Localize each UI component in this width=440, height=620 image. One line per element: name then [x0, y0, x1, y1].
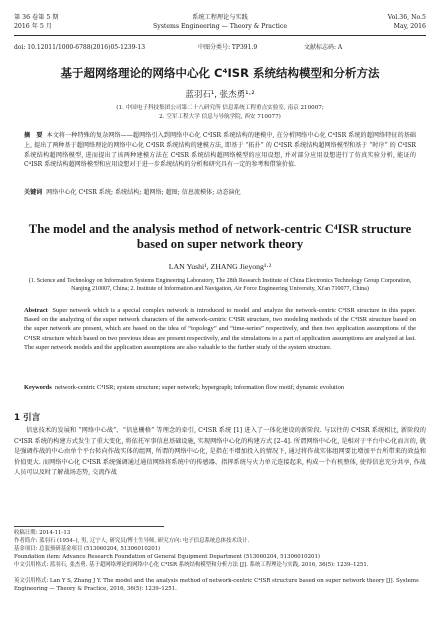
- footnote-received: 收稿日期: 2014-11-13: [14, 530, 71, 536]
- keywords-zh-label: 关键词: [24, 189, 43, 196]
- footnote-cite-zh: 中文引用格式: 蓝羽石, 张杰勇. 基于超网络理论的网络中心化 C⁴ISR 系统结构模型和分析方法 [J]. 系统工程理论与实践, 2016, 36(5): 1239–1251.: [14, 562, 369, 568]
- authors-zh: 蓝羽石¹, 张杰勇¹·²: [185, 90, 255, 100]
- affiliations-en: (1. Science and Technology on Information Systems Engineering Laboratory, The 28th Research Institute of China Electronics Technology Group Corporation, Nanjing 210007, China; 2. Institute of Information and Navigation, Air Force Engineering University, Xi'an 710077, China): [28, 278, 412, 292]
- affiliation-zh-1: (1. 中国电子科技集团公司第二十八研究所 信息系统工程重点实验室, 南京 210007;: [116, 105, 324, 111]
- footnote-fund-en: Foundation item: Advance Research Foundation of General Equipment Department (513060204, 51306010201): [14, 554, 320, 560]
- abstract-en-text: Super network which is a special complex network is introduced to model and analyze the network-centric C⁴ISR structure in this paper. Based on the analyzing of the super network characters of the network-centric C⁴ISR structure, two modeling methods of the C⁴ISR structure based on the super network are present, which are based on the idea of “topology” and “time-series” respectively, and then two application assumptions of the C⁴ISR structure which based on two previous ideas are present respectively, and the simulations to a part of application assumptions are analyzed at last. The super network models and the application assumptions are also valuable to the further study of the system structure.: [24, 307, 416, 351]
- abstract-zh: [24, 131, 416, 170]
- clc-number: 中图分类号: TP391.9: [198, 44, 258, 51]
- abstract-zh-text: 本文将一种特殊的复杂网络——超网络引入到网络中心化 C⁴ISR 系统结构的建模中, 在分析网络中心化 C⁴ISR 系统的超网络特征的基础上, 提出了两种基于超网络理论的网络中心化 C⁴ISR 系统结构的建模方法, 即基于 “拓扑” 的 C⁴ISR 系统结构超网络模型和基于 “时序” 的 C⁴ISR 系统结构超网络模型, 进而提出了该两种建模方法在 C⁴ISR 系统结构超网络模型的应用设想, 并对部分应用设想进行了仿真实验分析, 能证的 C⁴ISR 系统结构超网络模型和应用设想对于进一步系统结构的分析和研究具有一定的参考和借鉴价值.: [24, 132, 417, 169]
- footnote-rule: [14, 526, 164, 527]
- keywords-zh-text: 网络中心化 C⁴ISR 系统; 系统结构; 超网络; 超图; 信息流模体; 动态演化: [46, 189, 241, 196]
- title-en: The model and the analysis method of network-centric C⁴ISR structure based on super network theory: [28, 222, 412, 251]
- document-code: 文献标志码: A: [304, 44, 343, 51]
- abstract-en: [24, 306, 416, 352]
- journal-volume: 第 36 卷第 5 期: [14, 14, 59, 21]
- keywords-zh: [24, 188, 416, 197]
- volume-en: Vol.36, No.5: [387, 14, 426, 21]
- footnote-author: 作者简介: 蓝羽石 (1954–), 男, 辽宁人, 研究员/博士生导师, 研究方向: 电子信息系统总体技术设计.: [14, 538, 250, 544]
- abstract-en-label: Abstract: [24, 307, 48, 314]
- doi: doi: 10.12011/1000-6788(2016)05-1239-13: [14, 44, 146, 51]
- footnote-cite-en: 英文引用格式: Lan Y S, Zhang J Y. The model and the analysis method of network-centric C⁴ISR structure based on super network theory [J]. Systems Engineering — Theory & Practice, 2016, 36(5): 1239–1251.: [14, 578, 419, 592]
- header-rule: [14, 35, 426, 36]
- keywords-en: [24, 383, 416, 392]
- journal-name-en: Systems Engineering — Theory & Practice: [152, 23, 288, 30]
- abstract-zh-label: 摘 要: [24, 132, 43, 139]
- footnote-fund: 基金项目: 总装预研基金项目 (513060204, 51306010201): [14, 546, 161, 552]
- issue-date: 2016 年 5 月: [14, 23, 52, 30]
- keywords-en-label: Keywords: [24, 384, 52, 391]
- issue-date-en: May, 2016: [393, 23, 426, 30]
- keywords-en-text: network-centric C⁴ISR; system structure; super network; hypergraph; information flow motif; dynamic evolution: [54, 384, 345, 391]
- journal-name: 系统工程理论与实践: [192, 14, 248, 21]
- affiliation-zh-2: 2. 空军工程大学 信息与导航学院, 西安 710077): [159, 114, 281, 120]
- authors-en: LAN Yushi¹, ZHANG Jieyong¹·²: [168, 262, 272, 271]
- section-heading-introduction: 1 引言: [14, 413, 41, 423]
- title-zh: 基于超网络理论的网络中心化 C⁴ISR 系统结构模型和分析方法: [60, 66, 380, 80]
- introduction-paragraph: 信息技术的发展和 “网络中心战”、“信息栅格” 等理念的牵引, C⁴ISR 系统 [1] 进入了一体化建设的新阶段. 与以往的 C⁴ISR 系统相比, 新阶段的 C⁴ISR 系统的构建方式发生了重大变化, 将依托军事信息基础设施, 实现网络中心化的构建方式 [2–4]. 所谓网络中心化, 是相对于平台中心化而言的, 就是强调作战的中心由单个平台转向作战实体的组网, 所谓的网络中心化, 是指在不增加投入的情况下, 通过将作战实体组网要比增加平台所带来的效益和价值更大. 而网络中心化 C⁴ISR 系统强调通过通信网络将系统中的传感器、指挥系统与火力单元连接起来, 构成一个有机整体, 使得信息充分共享, 作战人员可以及时了解战场态势, 交流作战: [14, 427, 426, 476]
